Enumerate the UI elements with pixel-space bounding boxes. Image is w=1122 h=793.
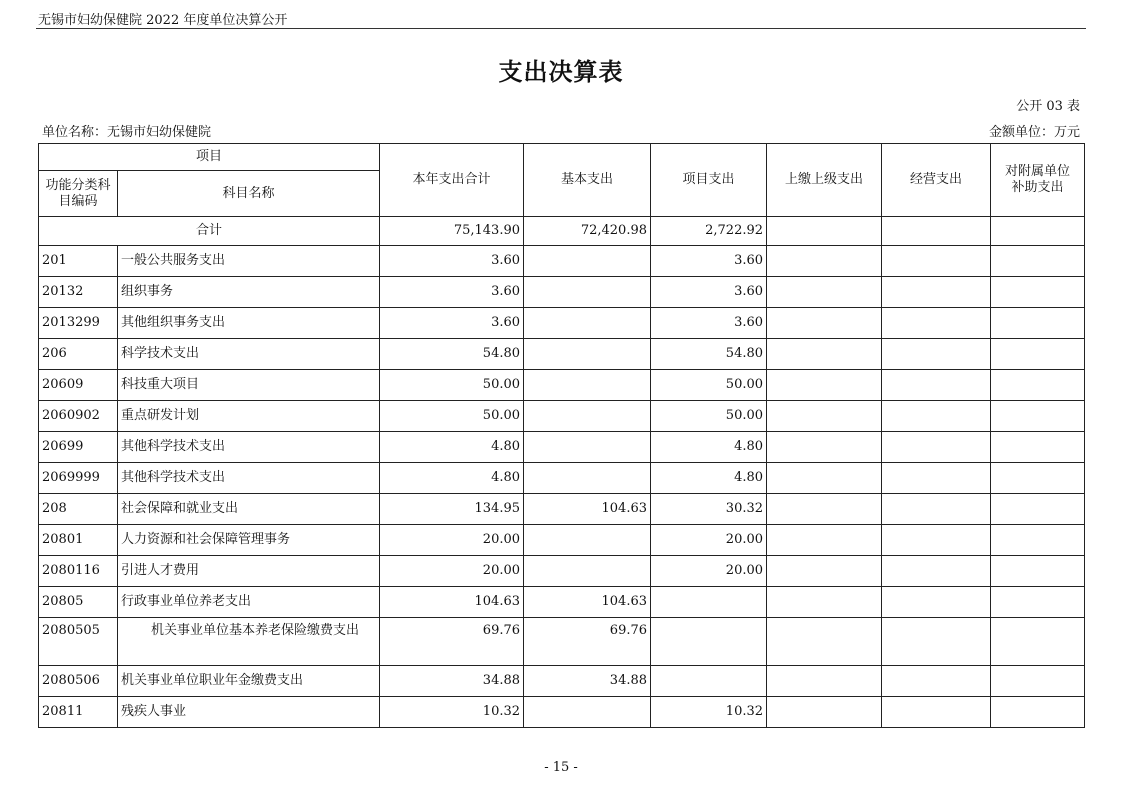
row-business [882,401,991,432]
row-remit [767,463,882,494]
row-subsidy [991,308,1085,339]
row-code: 2080506 [39,666,118,697]
row-remit [767,587,882,618]
row-name: 科学技术支出 [118,339,380,370]
row-business [882,556,991,587]
row-basic [524,246,651,277]
row-business [882,587,991,618]
header-remit: 上缴上级支出 [767,144,882,217]
row-name: 人力资源和社会保障管理事务 [118,525,380,556]
row-project: 54.80 [651,339,767,370]
row-basic [524,697,651,728]
summary-remit [767,217,882,246]
row-business [882,525,991,556]
row-project: 50.00 [651,401,767,432]
table-row [39,587,1085,618]
row-subsidy [991,666,1085,697]
running-header: 无锡市妇幼保健院 2022 年度单位决算公开 [38,13,288,28]
row-name: 残疾人事业 [118,697,380,728]
row-name: 机关事业单位基本养老保险缴费支出 [118,618,380,666]
row-project [651,618,767,666]
row-total: 20.00 [380,556,524,587]
row-business [882,277,991,308]
row-total: 134.95 [380,494,524,525]
unit-name: 单位名称：无锡市妇幼保健院 [42,125,212,140]
summary-total: 75,143.90 [380,217,524,246]
table-row [39,494,1085,525]
row-total: 3.60 [380,308,524,339]
row-name: 行政事业单位养老支出 [118,587,380,618]
row-remit [767,277,882,308]
row-code: 2060902 [39,401,118,432]
row-code: 20811 [39,697,118,728]
row-name: 其他科学技术支出 [118,432,380,463]
row-total: 69.76 [380,618,524,666]
row-code: 20699 [39,432,118,463]
table-row [39,401,1085,432]
summary-label: 合计 [39,217,380,246]
row-total: 10.32 [380,697,524,728]
table-row [39,697,1085,728]
summary-row [39,217,1085,246]
row-subsidy [991,697,1085,728]
row-basic [524,432,651,463]
row-basic [524,277,651,308]
row-subsidy [991,432,1085,463]
row-name: 一般公共服务支出 [118,246,380,277]
row-code: 2069999 [39,463,118,494]
row-subsidy [991,618,1085,666]
table-row [39,432,1085,463]
header-rule [36,28,1086,29]
row-total: 20.00 [380,525,524,556]
money-unit: 金额单位：万元 [988,125,1080,140]
row-total: 4.80 [380,463,524,494]
row-total: 104.63 [380,587,524,618]
row-subsidy [991,463,1085,494]
row-basic [524,401,651,432]
header-item: 项目 [39,144,380,171]
table-number: 公开 03 表 [1016,99,1080,114]
row-basic: 69.76 [524,618,651,666]
header-total: 本年支出合计 [380,144,524,217]
row-remit [767,246,882,277]
row-name: 机关事业单位职业年金缴费支出 [118,666,380,697]
table-row [39,246,1085,277]
row-business [882,308,991,339]
row-code: 206 [39,339,118,370]
row-remit [767,697,882,728]
row-business [882,246,991,277]
row-basic [524,370,651,401]
row-basic [524,308,651,339]
header-name: 科目名称 [118,171,380,217]
row-total: 3.60 [380,246,524,277]
header-code: 功能分类科目编码 [39,171,118,217]
row-business [882,697,991,728]
row-subsidy [991,339,1085,370]
row-remit [767,556,882,587]
summary-business [882,217,991,246]
row-code: 20609 [39,370,118,401]
table-row [39,370,1085,401]
row-remit [767,401,882,432]
row-name: 引进人才费用 [118,556,380,587]
row-subsidy [991,277,1085,308]
row-project: 4.80 [651,463,767,494]
row-basic: 104.63 [524,494,651,525]
row-name: 其他组织事务支出 [118,308,380,339]
row-remit [767,494,882,525]
table-row [39,666,1085,697]
row-code: 20805 [39,587,118,618]
row-subsidy [991,246,1085,277]
row-business [882,666,991,697]
table-row [39,463,1085,494]
row-total: 3.60 [380,277,524,308]
page-title: 支出决算表 [498,58,624,86]
row-project: 10.32 [651,697,767,728]
page-number: - 15 - [544,760,578,775]
table-row [39,339,1085,370]
row-business [882,339,991,370]
row-basic [524,339,651,370]
row-remit [767,618,882,666]
row-project [651,666,767,697]
row-total: 4.80 [380,432,524,463]
row-subsidy [991,494,1085,525]
row-total: 54.80 [380,339,524,370]
row-name: 组织事务 [118,277,380,308]
row-total: 34.88 [380,666,524,697]
row-remit [767,308,882,339]
row-project: 3.60 [651,246,767,277]
row-code: 2080116 [39,556,118,587]
header-subsidy: 对附属单位补助支出 [991,144,1085,217]
row-project: 50.00 [651,370,767,401]
row-project: 20.00 [651,556,767,587]
row-code: 201 [39,246,118,277]
table-row [39,556,1085,587]
row-business [882,370,991,401]
row-business [882,463,991,494]
header-basic: 基本支出 [524,144,651,217]
table-row [39,308,1085,339]
row-project: 30.32 [651,494,767,525]
header-business: 经营支出 [882,144,991,217]
row-code: 20132 [39,277,118,308]
row-name: 社会保障和就业支出 [118,494,380,525]
row-project [651,587,767,618]
row-total: 50.00 [380,370,524,401]
row-basic: 34.88 [524,666,651,697]
row-remit [767,339,882,370]
table-row [39,277,1085,308]
table-row [39,525,1085,556]
row-code: 2080505 [39,618,118,666]
row-basic [524,463,651,494]
row-subsidy [991,525,1085,556]
row-name: 科技重大项目 [118,370,380,401]
row-total: 50.00 [380,401,524,432]
row-code: 208 [39,494,118,525]
summary-basic: 72,420.98 [524,217,651,246]
row-business [882,618,991,666]
row-remit [767,666,882,697]
row-code: 20801 [39,525,118,556]
table-row [39,618,1085,666]
row-business [882,494,991,525]
row-remit [767,525,882,556]
header-project: 项目支出 [651,144,767,217]
summary-project: 2,722.92 [651,217,767,246]
row-subsidy [991,401,1085,432]
expenditure-table [38,143,1085,728]
row-basic: 104.63 [524,587,651,618]
row-subsidy [991,556,1085,587]
row-business [882,432,991,463]
row-project: 3.60 [651,277,767,308]
row-name: 其他科学技术支出 [118,463,380,494]
row-name: 重点研发计划 [118,401,380,432]
row-project: 20.00 [651,525,767,556]
row-basic [524,556,651,587]
row-code: 2013299 [39,308,118,339]
summary-subsidy [991,217,1085,246]
row-basic [524,525,651,556]
row-project: 4.80 [651,432,767,463]
row-project: 3.60 [651,308,767,339]
row-subsidy [991,587,1085,618]
row-subsidy [991,370,1085,401]
row-remit [767,432,882,463]
row-remit [767,370,882,401]
